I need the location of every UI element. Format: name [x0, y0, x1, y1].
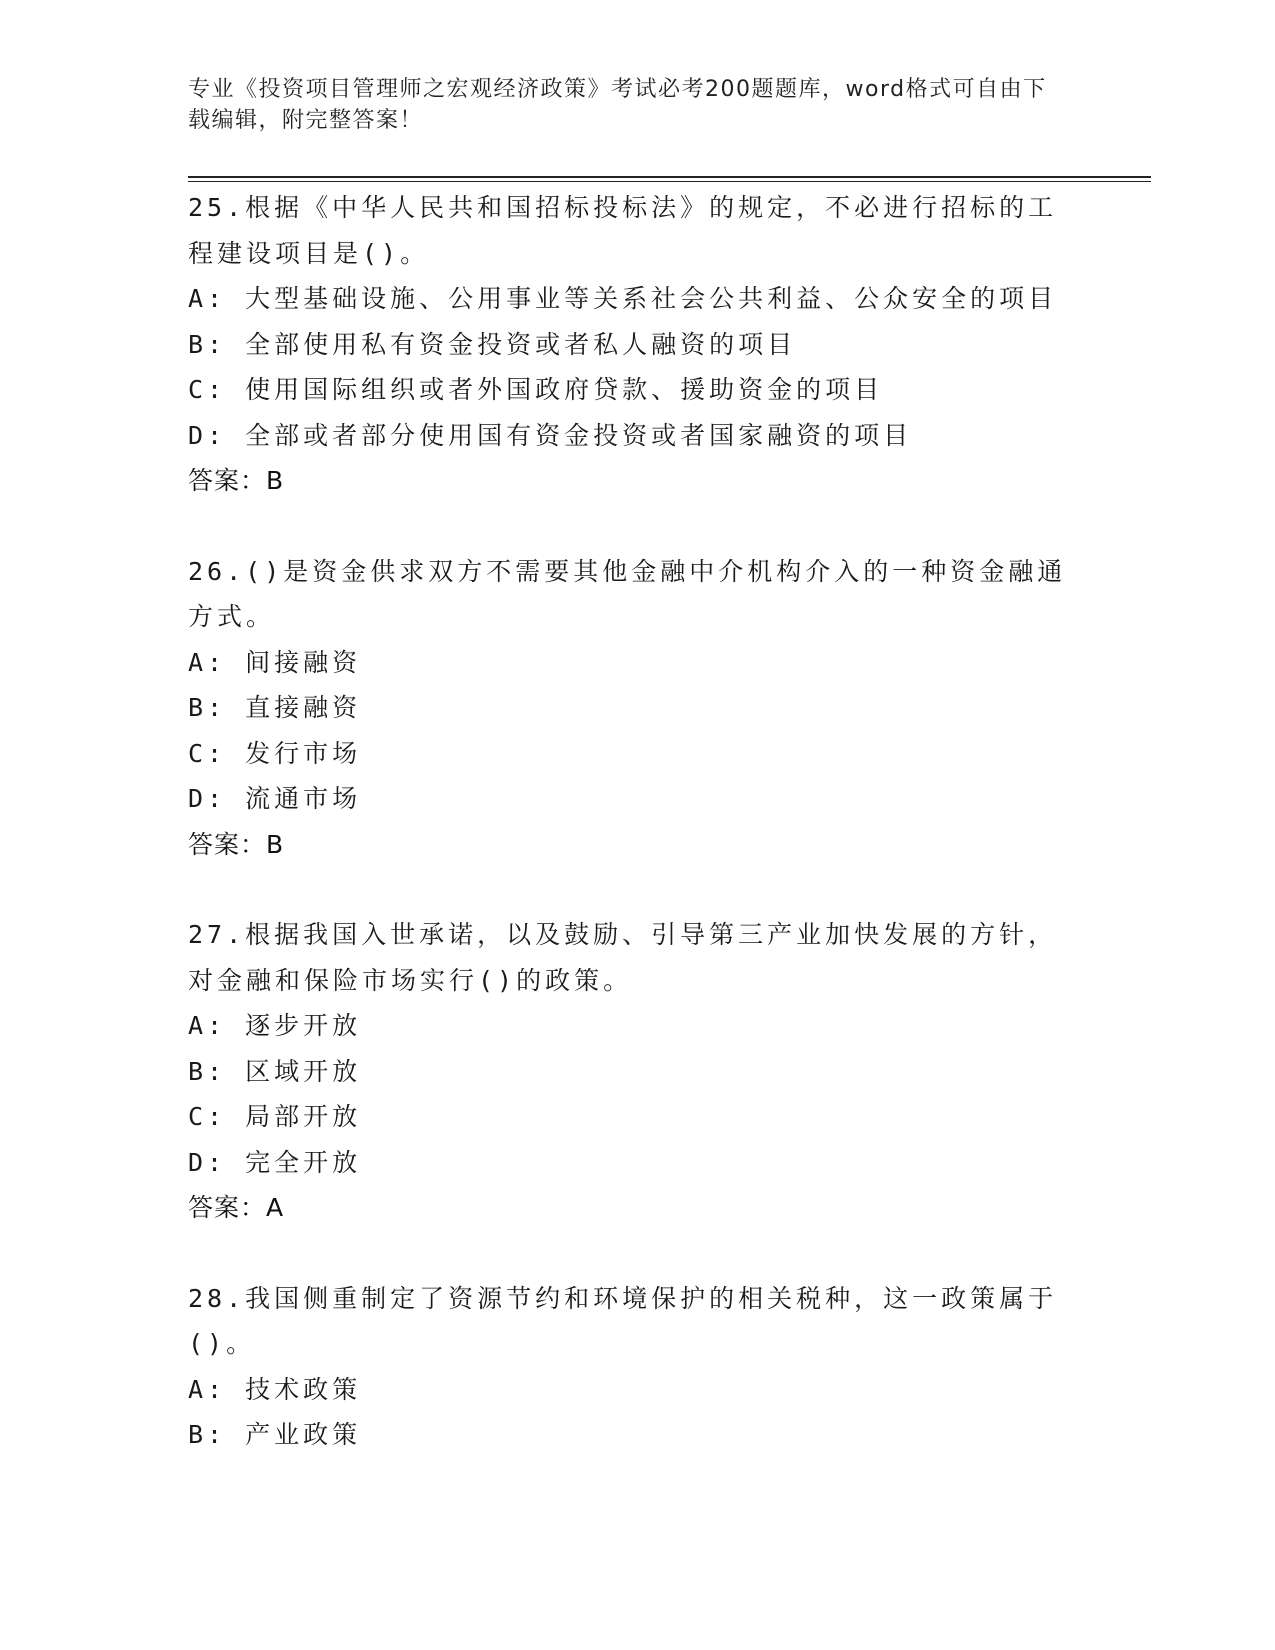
question-stem: 28.我国侧重制定了资源节约和环境保护的相关税种，这一政策属于()。: [188, 1283, 1058, 1358]
option-b: B: 产业政策: [188, 1420, 362, 1449]
document-header: 专业《投资项目管理师之宏观经济政策》考试必考200题题库，word格式可自由下载编辑，附完整答案！: [188, 77, 1047, 133]
answer: 答案：B: [188, 466, 285, 495]
answer: 答案：A: [188, 1193, 285, 1222]
option-c: C: 使用国际组织或者外国政府贷款、援助资金的项目: [188, 375, 884, 404]
question-stem: 27.根据我国入世承诺，以及鼓励、引导第三产业加快发展的方针，对金融和保险市场实行()的政策。: [188, 920, 1058, 995]
option-a: A: 逐步开放: [188, 1011, 362, 1040]
question-26: [188, 549, 1088, 868]
option-c: C: 发行市场: [188, 738, 362, 768]
option-b: B: 全部使用私有资金投资或者私人融资的项目: [188, 329, 797, 359]
option-a: A: 大型基础设施、公用事业等关系社会公共利益、公众安全的项目: [188, 284, 1058, 313]
answer: 答案：B: [188, 829, 285, 859]
question-27: [188, 912, 1088, 1231]
option-d: D: 完全开放: [188, 1147, 362, 1177]
option-d: D: 流通市场: [188, 784, 362, 813]
option-d: D: 全部或者部分使用国有资金投资或者国家融资的项目: [188, 420, 913, 450]
option-a: A: 间接融资: [188, 647, 362, 677]
spacer: [188, 504, 1088, 549]
option-b: B: 直接融资: [188, 693, 362, 722]
option-c: C: 局部开放: [188, 1102, 362, 1131]
question-stem: 26.()是资金供求双方不需要其他金融中介机构介入的一种资金融通方式。: [188, 556, 1067, 631]
option-b: B: 区域开放: [188, 1056, 362, 1086]
question-list: [188, 185, 1088, 1458]
question-stem: 25.根据《中华人民共和国招标投标法》的规定，不必进行招标的工程建设项目是()。: [188, 193, 1058, 268]
header-divider-thin: [188, 181, 1151, 182]
question-25: [188, 185, 1088, 504]
header-divider-thick: [188, 176, 1151, 178]
spacer: [188, 867, 1088, 912]
option-a: A: 技术政策: [188, 1374, 362, 1404]
spacer: [188, 1231, 1088, 1276]
question-28: [188, 1276, 1088, 1458]
